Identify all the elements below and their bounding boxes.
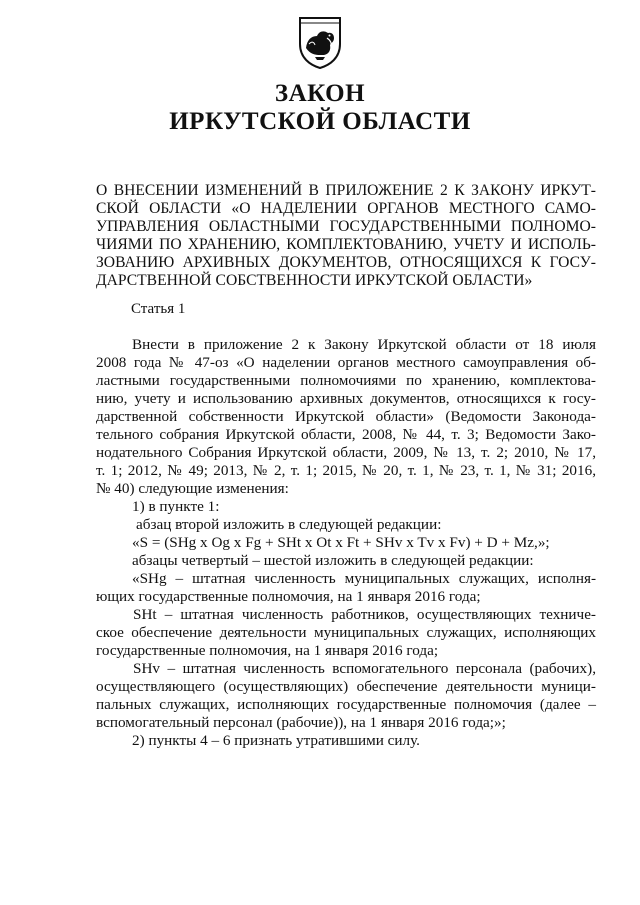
heading-line: О ВНЕСЕНИИ ИЗМЕНЕНИЙ В ПРИЛОЖЕНИЕ 2 К ЗАКОНУ ИРКУТ- bbox=[96, 182, 596, 199]
body-line: SHt – штатная численность работников, осуществляющих техниче- bbox=[133, 606, 596, 623]
law-region-title: ИРКУТСКОЙ ОБЛАСТИ bbox=[169, 108, 471, 135]
body-line: ластными государственными полномочиями по хранению, комплектова- bbox=[96, 372, 596, 389]
heading-line: СКОЙ ОБЛАСТИ «О НАДЕЛЕНИИ ОРГАНОВ МЕСТНОГО САМО- bbox=[96, 200, 596, 217]
body-line: 1) в пункте 1: bbox=[132, 498, 220, 515]
formula-line: «S = (SHg x Og x Fg + SHt x Ot x Ft + SHv x Tv x Fv) + D + Mz,»; bbox=[132, 534, 550, 551]
body-line: абзацы четвертый – шестой изложить в следующей редакции: bbox=[132, 552, 534, 569]
body-line: тельного собрания Иркутской области, 2008, № 44, т. 3; Ведомости Зако- bbox=[96, 426, 596, 443]
coat-of-arms-icon bbox=[297, 14, 343, 70]
body-line: абзац второй изложить в следующей редакции: bbox=[136, 516, 442, 533]
heading-line: УПРАВЛЕНИЯ ОБЛАСТНЫМИ ГОСУДАРСТВЕННЫМИ ПОЛНОМО- bbox=[96, 218, 596, 235]
body-line: пальных служащих, исполняющих государственные полномочия (далее – bbox=[96, 696, 596, 713]
heading-line: ЗОВАНИЮ АРХИВНЫХ ДОКУМЕНТОВ, ОТНОСЯЩИХСЯ К ГОСУ- bbox=[96, 254, 596, 271]
heading-line: ДАРСТВЕННОЙ СОБСТВЕННОСТИ ИРКУТСКОЙ ОБЛАСТИ» bbox=[96, 272, 533, 289]
body-line: «SHg – штатная численность муниципальных служащих, исполня- bbox=[132, 570, 596, 587]
body-line: нодательного Собрания Иркутской области, 2009, № 13, т. 2; 2010, № 17, bbox=[96, 444, 596, 461]
body-line: вспомогательный персонал (рабочие)), на 1 января 2016 года;»; bbox=[96, 714, 506, 731]
body-line: дарственной собственности Иркутской области» (Ведомости Законода- bbox=[96, 408, 596, 425]
body-line: 2008 года № 47-оз «О наделении органов местного самоуправления об- bbox=[96, 354, 596, 371]
body-line: ское обеспечение деятельности муниципальных служащих, исполняющих bbox=[96, 624, 596, 641]
body-line: Внести в приложение 2 к Закону Иркутской области от 18 июля bbox=[132, 336, 596, 353]
body-line: осуществляющего (осуществляющих) обеспечение деятельности муници- bbox=[96, 678, 596, 695]
body-line: ющих государственные полномочия, на 1 января 2016 года; bbox=[96, 588, 481, 605]
body-line: т. 1; 2012, № 49; 2013, № 2, т. 1; 2015, № 20, т. 1, № 23, т. 1, № 31; 2016, bbox=[96, 462, 596, 479]
article-label: Статья 1 bbox=[131, 301, 186, 317]
body-line: № 40) следующие изменения: bbox=[96, 480, 289, 497]
article-body bbox=[96, 336, 596, 750]
law-heading bbox=[96, 182, 596, 290]
body-line: нию, учету и использованию архивных документов, относящихся к госу- bbox=[96, 390, 596, 407]
body-line: SHv – штатная численность вспомогательного персонала (рабочих), bbox=[133, 660, 596, 677]
body-line: 2) пункты 4 – 6 признать утратившими силу. bbox=[132, 732, 420, 749]
law-title: ЗАКОН bbox=[274, 80, 366, 107]
body-line: государственные полномочия, на 1 января 2016 года; bbox=[96, 642, 439, 659]
heading-line: ЧИЯМИ ПО ХРАНЕНИЮ, КОМПЛЕКТОВАНИЮ, УЧЕТУ И ИСПОЛЬ- bbox=[96, 236, 596, 253]
